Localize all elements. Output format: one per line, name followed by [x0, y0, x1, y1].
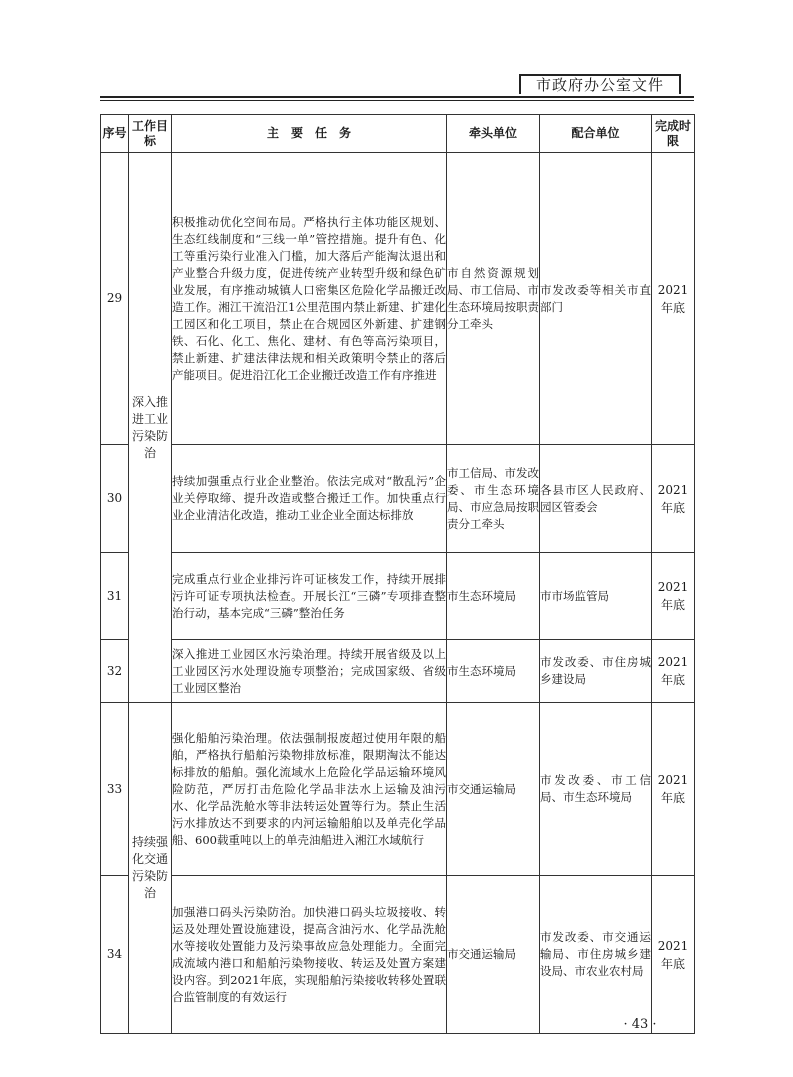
row-deadline: 2021年底 [652, 153, 695, 445]
header-cooperating-unit: 配合单位 [540, 115, 652, 153]
row-task: 完成重点行业企业排污许可证核发工作，持续开展排污许可证专项执法检查。开展长江“三磷”专项排查整治行动，基本完成“三磷”整治任务 [172, 553, 447, 640]
row-lead-unit: 市交通运输局 [447, 703, 540, 876]
row-seq: 30 [101, 445, 129, 553]
header-goal: 工作目标 [129, 115, 172, 153]
row-deadline: 2021年底 [652, 445, 695, 553]
row-cooperating-unit: 市发改委、市工信局、市生态环境局 [540, 703, 652, 876]
header-rule [100, 96, 694, 98]
table-row [101, 153, 695, 445]
row-task: 积极推动优化空间布局。严格执行主体功能区规划、生态红线制度和“三线一单”管控措施。提升有色、化工等重污染行业准入门槛，加大落后产能淘汰退出和产业整合升级力度，促进传统产业转型升级和绿色矿业发展，有序推动城镇人口密集区危险化学品搬迁改造工作。湘江干流沿江1公里范围内禁止新建、扩建化工园区和化工项目，禁止在合规园区外新建、扩建钢铁、石化、化工、焦化、建材、有色等高污染项目，禁止新建、扩建法律法规和相关政策明令禁止的落后产能项目。促进沿江化工企业搬迁改造工作有序推进 [172, 153, 447, 445]
row-lead-unit: 市工信局、市发改委、市生态环境局、市应急局按职责分工牵头 [447, 445, 540, 553]
table-row [101, 703, 695, 876]
row-seq: 29 [101, 153, 129, 445]
row-deadline: 2021年底 [652, 640, 695, 703]
page-number: · 43 · [623, 1017, 657, 1032]
table-row [101, 553, 695, 640]
row-cooperating-unit: 各县市区人民政府、园区管委会 [540, 445, 652, 553]
header-rule-thin [100, 100, 694, 101]
document-category-badge: 市政府办公室文件 [519, 74, 681, 94]
table-row [101, 640, 695, 703]
work-goal: 深入推进工业污染防治 [129, 153, 172, 703]
header-seq: 序号 [101, 115, 129, 153]
table-row [101, 445, 695, 553]
row-lead-unit: 市交通运输局 [447, 876, 540, 1034]
row-seq: 31 [101, 553, 129, 640]
row-lead-unit: 市生态环境局 [447, 640, 540, 703]
row-task: 持续加强重点行业企业整治。依法完成对“散乱污”企业关停取缔、提升改造或整合搬迁工作。加快重点行业企业清洁化改造，推动工业企业全面达标排放 [172, 445, 447, 553]
row-seq: 32 [101, 640, 129, 703]
row-deadline: 2021年底 [652, 703, 695, 876]
work-goal: 持续强化交通污染防治 [129, 703, 172, 1034]
table-row [101, 876, 695, 1034]
row-cooperating-unit: 市市场监管局 [540, 553, 652, 640]
row-lead-unit: 市生态环境局 [447, 553, 540, 640]
row-cooperating-unit: 市发改委、市交通运输局、市住房城乡建设局、市农业农村局 [540, 876, 652, 1034]
row-deadline: 2021年底 [652, 553, 695, 640]
task-table [100, 114, 695, 1034]
table-header-row [101, 115, 695, 153]
header-deadline: 完成时限 [652, 115, 695, 153]
row-task: 深入推进工业园区水污染治理。持续开展省级及以上工业园区污水处理设施专项整治；完成国家级、省级工业园区整治 [172, 640, 447, 703]
header-lead-unit: 牵头单位 [447, 115, 540, 153]
row-task: 加强港口码头污染防治。加快港口码头垃圾接收、转运及处理处置设施建设，提高含油污水、化学品洗舱水等接收处置能力及污染事故应急处理能力。全面完成流域内港口和船舶污染物接收、转运及处置方案建设内容。到2021年底，实现船舶污染接收转移处置联合监管制度的有效运行 [172, 876, 447, 1034]
row-deadline: 2021年底 [652, 876, 695, 1034]
row-seq: 34 [101, 876, 129, 1034]
row-lead-unit: 市自然资源规划局、市工信局、市生态环境局按职责分工牵头 [447, 153, 540, 445]
row-cooperating-unit: 市发改委等相关市直部门 [540, 153, 652, 445]
row-task: 强化船舶污染治理。依法强制报废超过使用年限的船舶，严格执行船舶污染物排放标准，限期淘汰不能达标排放的船舶。强化流域水上危险化学品运输环境风险防范，严厉打击危险化学品非法水上运输及油污水、化学品洗舱水等非法转运处置等行为。禁止生活污水排放达不到要求的内河运输船舶以及单壳化学品船、600载重吨以上的单壳油船进入湘江水域航行 [172, 703, 447, 876]
row-seq: 33 [101, 703, 129, 876]
header-task: 主 要 任 务 [172, 115, 447, 153]
row-cooperating-unit: 市发改委、市住房城乡建设局 [540, 640, 652, 703]
